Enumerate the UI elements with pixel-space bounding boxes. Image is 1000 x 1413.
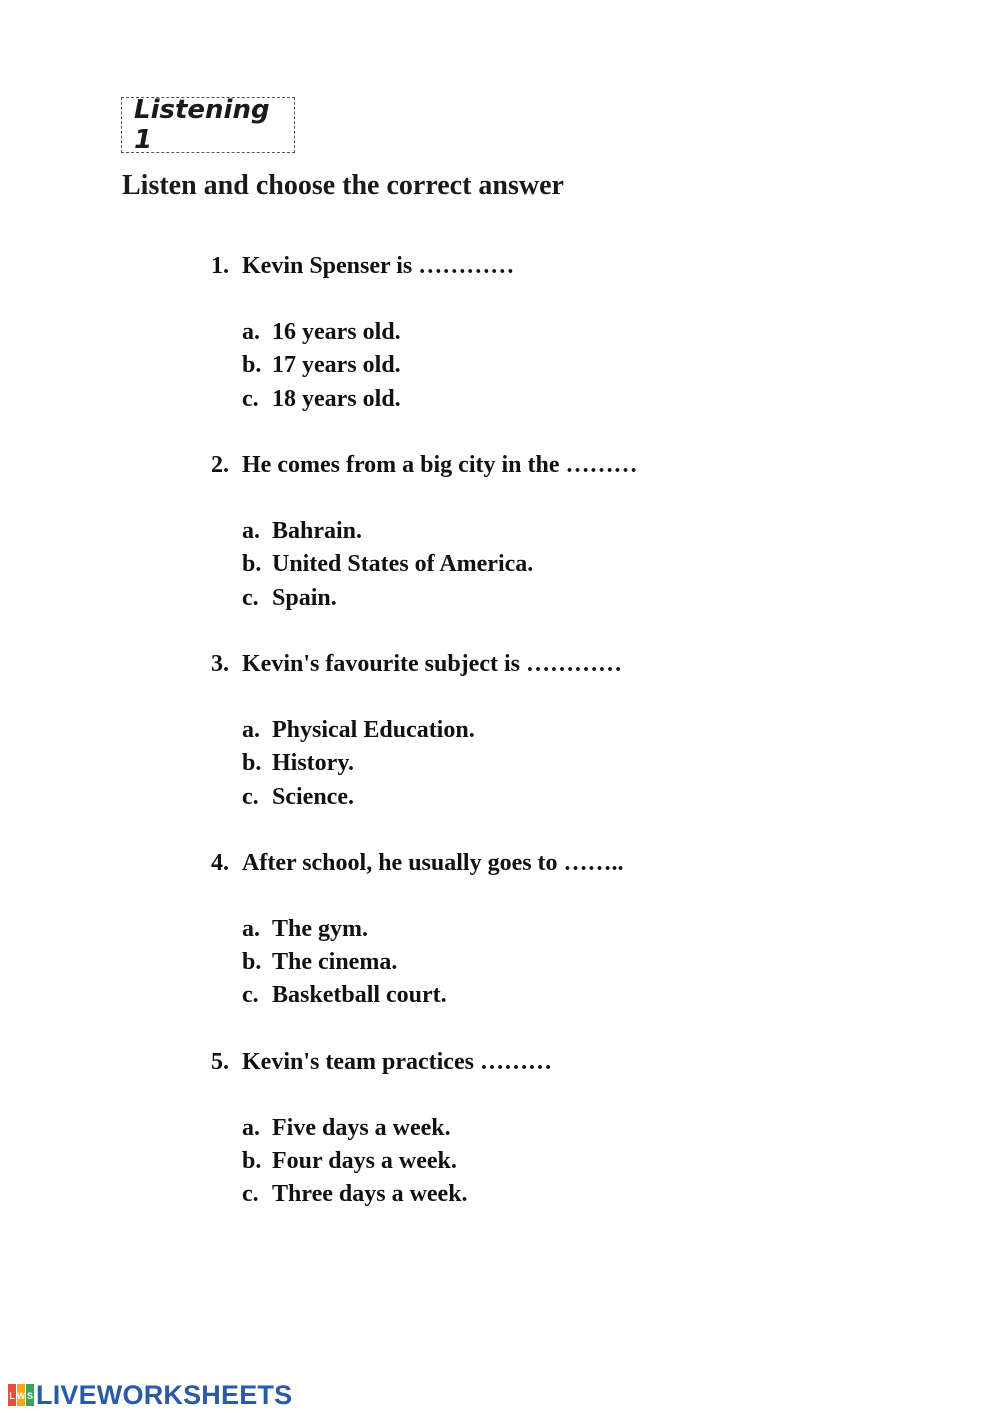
option-text: Four days a week.	[272, 1148, 457, 1174]
option-letter: c.	[242, 1181, 259, 1208]
question-stem	[211, 1046, 911, 1079]
question-stem	[211, 648, 911, 681]
option-letter: a.	[242, 1114, 260, 1141]
question-text: He comes from a big city in the ………	[242, 451, 638, 478]
option-text: Physical Education.	[272, 716, 475, 743]
option-letter: b.	[242, 949, 262, 976]
option-letter: a.	[242, 319, 260, 346]
question-stem	[211, 250, 911, 283]
question-number: 2.	[211, 451, 229, 478]
option-letter: b.	[242, 1148, 262, 1174]
option-text: Basketball court.	[272, 982, 447, 1009]
question-4	[211, 847, 911, 1013]
question-number: 5.	[211, 1048, 229, 1075]
option-letter: b.	[242, 352, 262, 379]
question-text: Kevin's team practices ………	[242, 1048, 552, 1075]
option-letter: a.	[242, 716, 260, 743]
svg-text:S: S	[26, 1391, 34, 1401]
option-letter: a.	[242, 915, 260, 942]
option-letter: b.	[242, 750, 262, 777]
option-letter: a.	[242, 518, 260, 545]
option-text: 17 years old.	[272, 352, 401, 379]
option-b[interactable]	[242, 946, 911, 979]
option-c[interactable]	[242, 1178, 911, 1211]
question-number: 3.	[211, 650, 229, 677]
option-text: History.	[272, 750, 354, 777]
option-list	[242, 515, 911, 615]
worksheet-title: Listening 1	[134, 95, 270, 155]
option-text: The cinema.	[272, 949, 398, 976]
option-list	[242, 913, 911, 1013]
option-list	[242, 1112, 911, 1212]
option-letter: b.	[242, 551, 262, 578]
question-text: Kevin's favourite subject is …………	[242, 650, 622, 677]
option-a[interactable]	[242, 1112, 911, 1145]
option-text: The gym.	[272, 915, 368, 942]
option-b[interactable]	[242, 548, 911, 581]
option-letter: c.	[242, 385, 259, 412]
svg-text:W: W	[16, 1391, 26, 1401]
question-stem	[211, 449, 911, 482]
title-box	[121, 97, 295, 153]
liveworksheets-logo	[8, 1380, 292, 1410]
liveworksheets-logo-icon	[8, 1382, 34, 1408]
svg-text:L: L	[9, 1391, 15, 1401]
question-3	[211, 648, 911, 814]
option-c[interactable]	[242, 581, 911, 614]
option-text: Three days a week.	[272, 1181, 468, 1208]
option-letter: c.	[242, 584, 259, 611]
option-c[interactable]	[242, 780, 911, 813]
option-text: United States of America.	[272, 551, 534, 578]
option-c[interactable]	[242, 383, 911, 416]
option-c[interactable]	[242, 979, 911, 1012]
question-number: 1.	[211, 253, 229, 279]
option-text: 16 years old.	[272, 319, 401, 346]
option-list	[242, 714, 911, 814]
question-stem	[211, 847, 911, 880]
question-text: After school, he usually goes to ……..	[242, 849, 624, 876]
option-letter: c.	[242, 783, 259, 810]
question-text: Kevin Spenser is …………	[242, 253, 515, 279]
option-list	[242, 316, 911, 416]
option-a[interactable]	[242, 515, 911, 548]
question-2	[211, 449, 911, 615]
question-list	[211, 250, 911, 1244]
option-a[interactable]	[242, 316, 911, 349]
option-letter: c.	[242, 982, 259, 1009]
logo-text: LIVEWORKSHEETS	[36, 1379, 293, 1410]
option-text: Science.	[272, 783, 354, 810]
question-5	[211, 1046, 911, 1212]
instruction-heading: Listen and choose the correct answer	[122, 170, 564, 201]
option-b[interactable]	[242, 1145, 911, 1178]
option-text: 18 years old.	[272, 385, 401, 412]
question-1	[211, 250, 911, 416]
option-b[interactable]	[242, 747, 911, 780]
question-number: 4.	[211, 849, 229, 876]
option-text: Five days a week.	[272, 1114, 451, 1141]
option-a[interactable]	[242, 913, 911, 946]
option-text: Spain.	[272, 584, 337, 611]
option-text: Bahrain.	[272, 518, 363, 545]
option-a[interactable]	[242, 714, 911, 747]
option-b[interactable]	[242, 349, 911, 382]
